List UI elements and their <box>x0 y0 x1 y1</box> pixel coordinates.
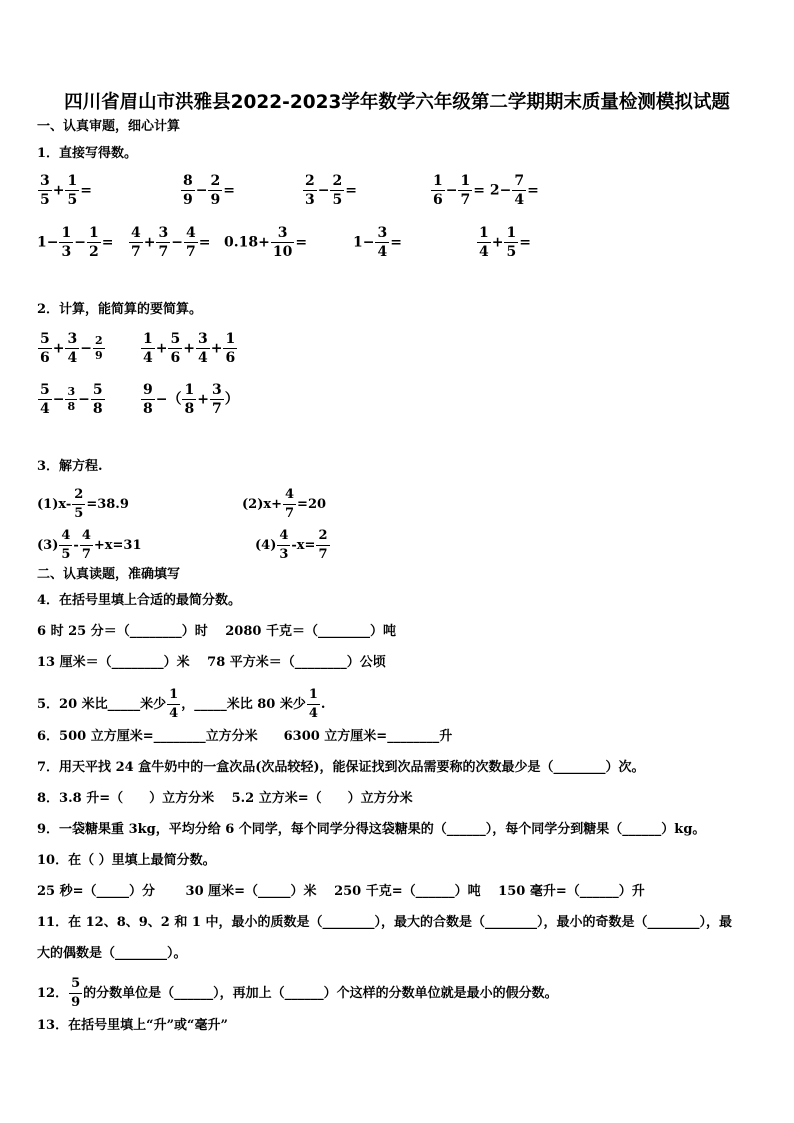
q3-label: 3．解方程. <box>37 459 103 474</box>
q13: 13．在括号里填上“升”或“毫升” <box>37 1018 229 1033</box>
q10-line: 25 秒=（_____）分 30 厘米=（_____）米 250 千克=（______）吨 150 毫升=（______）升 <box>37 884 645 899</box>
q1-label: 1．直接写得数。 <box>37 146 138 161</box>
q1-r2-b: $\frac{4}{7}$ + $\frac{3}{7}$ − $\frac{4}{7}$ = <box>131 225 211 260</box>
q2-d: $\frac{9}{8}$ −（ $\frac{1}{8}$ + $\frac{3}{7}$ ） <box>143 382 239 417</box>
q2-label: 2．计算，能简算的要简算。 <box>37 302 203 317</box>
q5: 5．20 米比_____米少 $\frac{1}{4}$ ，_____米比 80 米少 $\frac{1}{4}$ . <box>37 687 326 721</box>
q9: 9．一袋糖果重 3kg，平均分给 6 个同学，每个同学分得这袋糖果的（______），每个同学分到糖果（______）kg。 <box>37 822 706 837</box>
q4-label: 4．在括号里填上合适的最简分数。 <box>37 593 242 608</box>
q3-eq3: (3) $\frac{4}{5}$ - $\frac{4}{7}$ +x=31 <box>37 528 142 562</box>
section-1-heading: 一、认真审题，细心计算 <box>37 119 181 134</box>
q4-line1: 6 时 25 分＝（________）时 2080 千克＝（________）吨 <box>37 624 396 639</box>
q1-r1-b: $\frac{8}{9}$ − $\frac{2}{9}$ = <box>183 173 235 208</box>
q2-c: $\frac{5}{4}$ − $\frac{3}{8}$ − $\frac{5}{8}$ <box>40 382 103 417</box>
q1-r1-c: $\frac{2}{3}$ − $\frac{2}{5}$ = <box>305 173 357 208</box>
section-2-heading: 二、认真读题，准确填写 <box>37 567 181 582</box>
q1-r2-a: 1− $\frac{1}{3}$ − $\frac{1}{2}$ = <box>37 225 114 260</box>
q1-r2-d: 1− $\frac{3}{4}$ = <box>353 225 402 260</box>
q1-r1-a: $\frac{3}{5}$ + $\frac{1}{5}$ = <box>40 173 92 208</box>
q3-eq4: (4) $\frac{4}{3}$ -x= $\frac{2}{7}$ <box>255 528 328 562</box>
q12: 12． $\frac{5}{9}$ 的分数单位是（______），再加上（______）个这样的分数单位就是最小的假分数。 <box>37 976 558 1010</box>
q2-b: $\frac{1}{4}$ + $\frac{5}{6}$ + $\frac{3}{4}$ + $\frac{1}{6}$ <box>143 331 236 366</box>
q11-line2: 大的偶数是（________）。 <box>37 946 187 961</box>
q10-label: 10．在（ ）里填上最简分数。 <box>37 853 216 868</box>
q3-eq2: (2)x+ $\frac{4}{7}$ =20 <box>242 487 327 521</box>
q2-a: $\frac{5}{6}$ + $\frac{3}{4}$ − $\frac{2}{9}$ <box>40 331 103 366</box>
page-title: 四川省眉山市洪雅县2022-2023学年数学六年级第二学期期末质量检测模拟试题 <box>64 92 730 113</box>
q11-line1: 11．在 12、8、9、2 和 1 中，最小的质数是（________），最大的合数是（________），最小的奇数是（________），最 <box>37 915 732 930</box>
q6: 6．500 立方厘米=________立方分米 6300 立方厘米=________升 <box>37 729 453 744</box>
q8: 8．3.8 升=（ ）立方分米 5.2 立方米=（ ）立方分米 <box>37 791 413 806</box>
q1-r2-e: $\frac{1}{4}$ + $\frac{1}{5}$ = <box>479 225 531 260</box>
q1-r2-c: 0.18+ $\frac{3}{10}$ = <box>224 225 308 260</box>
q3-eq1: (1)x- $\frac{2}{5}$ =38.9 <box>37 487 129 521</box>
q7: 7．用天平找 24 盒牛奶中的一盒次品(次品较轻)，能保证找到次品需要称的次数最少是（________）次。 <box>37 760 645 775</box>
q1-r1-d: $\frac{1}{6}$ − $\frac{1}{7}$ = 2− $\frac{7}{4}$ = <box>433 173 539 208</box>
q4-line2: 13 厘米＝（________）米 78 平方米＝（________）公顷 <box>37 655 386 670</box>
